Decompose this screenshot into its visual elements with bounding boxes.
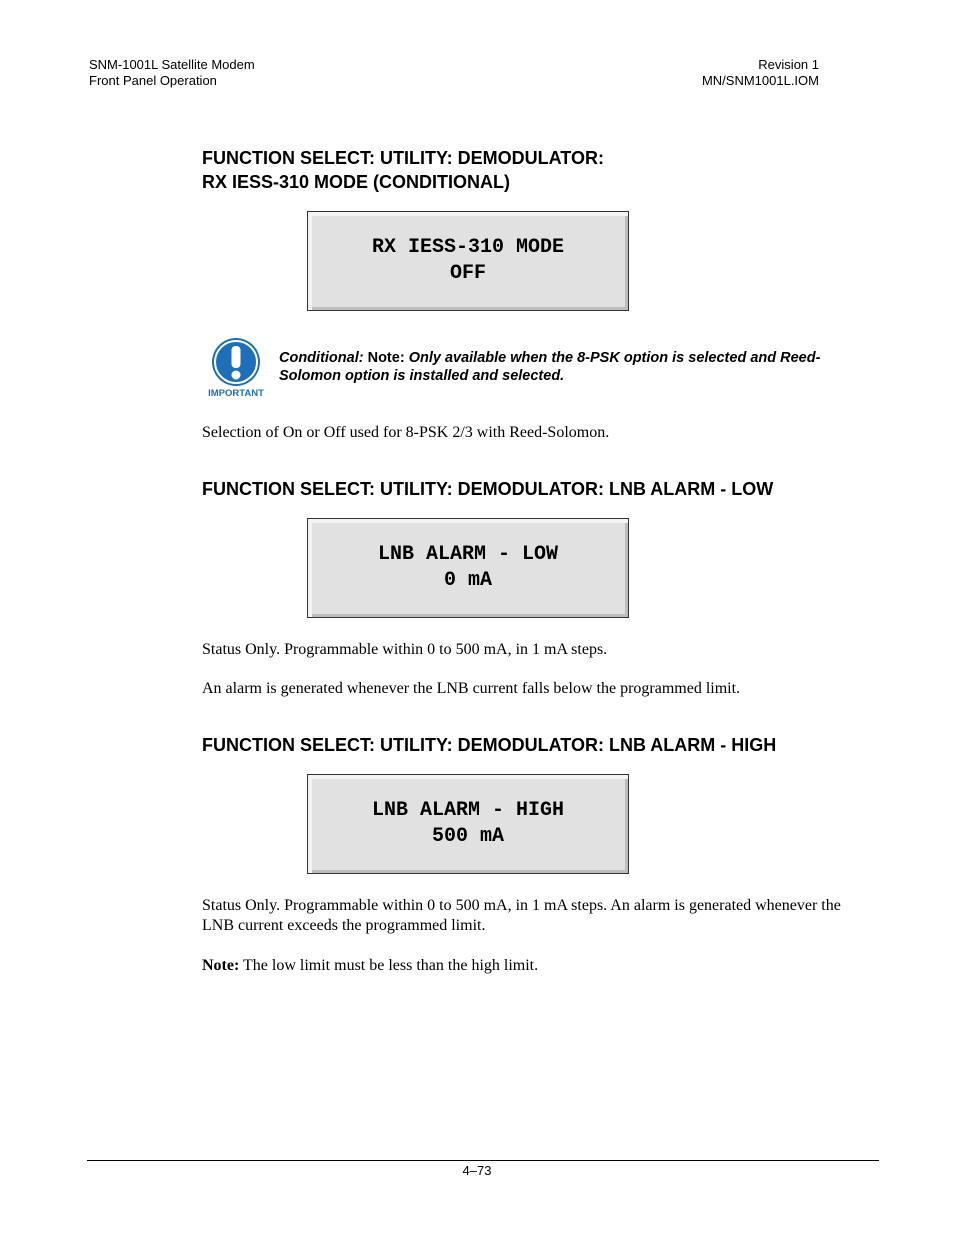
important-icon (204, 337, 268, 401)
section-heading-rx-iess-310 (202, 146, 604, 194)
display-line1: LNB ALARM - HIGH (371, 799, 565, 822)
display-line1: LNB ALARM - LOW (377, 543, 559, 566)
footer-divider (87, 1160, 879, 1161)
document-number: MN/SNM1001L.IOM (701, 73, 819, 88)
body-paragraph: Status Only. Programmable within 0 to 500 mA, in 1 mA steps. An alarm is generated whenever the LNB current exceeds the programmed limit. (202, 897, 841, 934)
note-label: Note: (202, 957, 240, 974)
chapter-title: Front Panel Operation (89, 73, 217, 88)
display-line2: 0 mA (443, 569, 492, 592)
front-panel-display-lnb-alarm-low (307, 518, 629, 618)
section-heading-lnb-alarm-high: FUNCTION SELECT: UTILITY: DEMODULATOR: LNB ALARM - HIGH (202, 735, 777, 755)
note-conditional-label: Conditional: (279, 350, 364, 366)
note-label: Note: (363, 350, 409, 366)
front-panel-display-lnb-alarm-high (307, 774, 629, 874)
section-heading-lnb-alarm-low: FUNCTION SELECT: UTILITY: DEMODULATOR: LNB ALARM - LOW (202, 479, 774, 499)
section-heading-line1: FUNCTION SELECT: UTILITY: DEMODULATOR: (202, 148, 604, 168)
important-label: IMPORTANT (208, 388, 264, 399)
revision-label: Revision 1 (758, 57, 819, 72)
conditional-note (279, 349, 839, 385)
display-line2: OFF (449, 262, 486, 285)
display-line2: 500 mA (431, 825, 504, 848)
note-text: Only available when the 8-PSK option is selected and Reed-Solomon option is installed and selected. (279, 350, 821, 384)
body-paragraph: Status Only. Programmable within 0 to 500 mA, in 1 mA steps. (202, 641, 608, 658)
note-text: The low limit must be less than the high limit. (239, 957, 539, 974)
running-header-left (89, 57, 255, 89)
limit-note (202, 956, 872, 976)
body-paragraph: Selection of On or Off used for 8-PSK 2/3 with Reed-Solomon. (202, 424, 610, 441)
running-header-right (702, 57, 819, 89)
section-heading-line2: RX IESS-310 MODE (CONDITIONAL) (202, 172, 511, 192)
display-line1: RX IESS-310 MODE (371, 236, 565, 259)
document-title: SNM-1001L Satellite Modem (89, 57, 255, 72)
front-panel-display-rx-iess-310 (307, 211, 629, 311)
page-number: 4–73 (462, 1163, 492, 1178)
body-paragraph: An alarm is generated whenever the LNB current falls below the programmed limit. (202, 680, 741, 697)
